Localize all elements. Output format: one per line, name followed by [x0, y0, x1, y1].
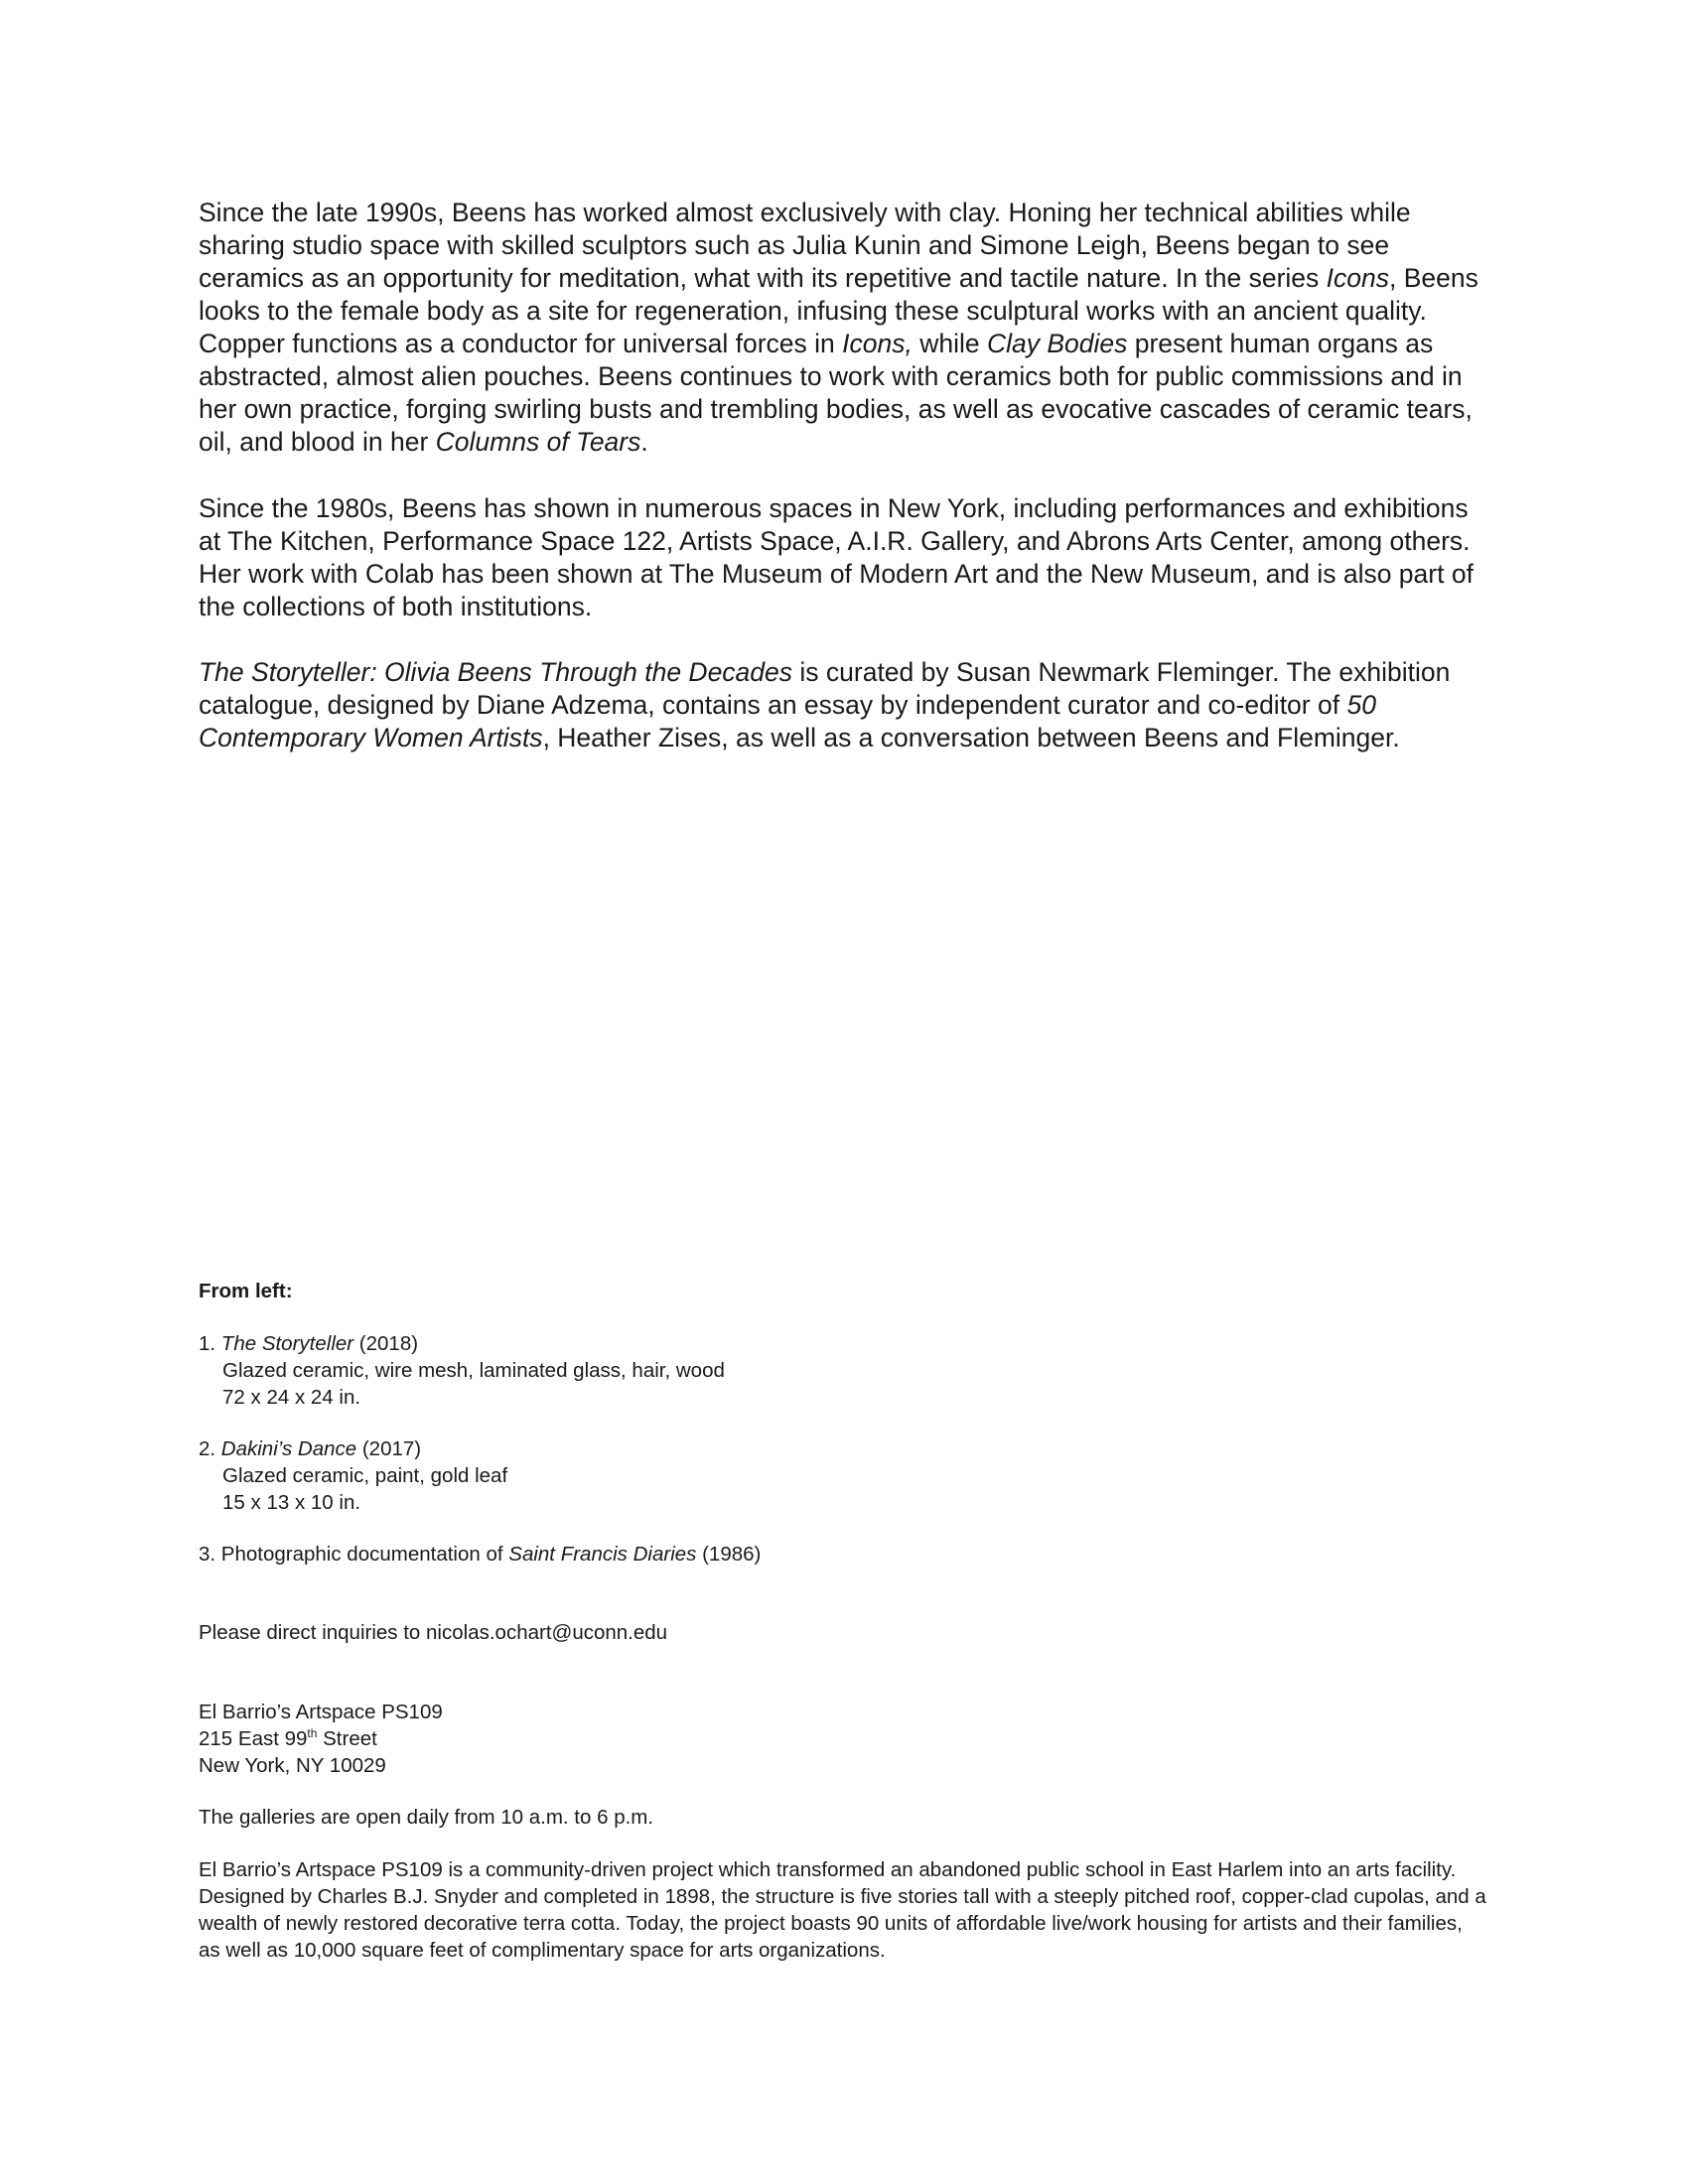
text-run: , Beens looks to the female body as a site for regeneration, infusing these sculptural works with an ancient quality. Copper functions as a conductor for universal forces in — [199, 263, 1478, 358]
credit-number: 3. — [199, 1543, 221, 1566]
text-run: . — [640, 427, 648, 457]
inquiries-line — [199, 1619, 1489, 1646]
artwork-year: (1986) — [696, 1543, 762, 1566]
series-title-clay-bodies: Clay Bodies — [986, 329, 1128, 358]
credits-heading — [199, 1278, 1489, 1304]
venue-description-text: El Barrio’s Artspace PS109 is a community-driven project which transformed an abandoned public school in East Harlem into an arts facility. Designed by Charles B.J. Snyder and completed in 1898, the structure is five stories tall with a steeply pitched roof, copper-clad cupolas, and a wealth of newly restored decorative terra cotta. Today, the project boasts 90 units of affordable live/work housing for artists and their families, as well as 10,000 square feet of complimentary space for arts organizations. — [199, 1858, 1486, 1962]
credit-number: 2. — [199, 1437, 221, 1460]
book-title: 50 Contemporary Women Artists — [199, 690, 1376, 752]
artwork-dimensions: 72 x 24 x 24 in. — [222, 1386, 361, 1409]
text-run: while — [912, 329, 987, 358]
gallery-hours-text: The galleries are open daily from 10 a.m. to 6 p.m. — [199, 1806, 654, 1829]
street-number: 215 East 99 — [199, 1727, 308, 1750]
text-run: Since the late 1990s, Beens has worked almost exclusively with clay. Honing her technical abilities while sharing studio space with skilled sculptors such as Julia Kunin and Simone Leigh, Beens began to see ceramics as an opportunity for meditation, what with its repetitive and tactile nature. In the series — [199, 198, 1411, 293]
series-title-columns-of-tears: Columns of Tears — [435, 427, 641, 457]
paragraph-curation — [199, 656, 1489, 754]
text-run: present human organs as abstracted, almost alien pouches. Beens continues to work with ceramics both for public commissions and in her own practice, forging swirling busts and trembling bodies, as well as evocative cascades of ceramic tears, oil, and blood in her — [199, 329, 1473, 457]
series-title-icons: Icons — [1326, 263, 1389, 293]
text-run: is curated by Susan Newmark Fleminger. The exhibition catalogue, designed by Diane Adzema, contains an essay by independent curator and co-editor of — [199, 657, 1451, 720]
exhibition-title: The Storyteller: Olivia Beens Through the Decades — [199, 657, 793, 687]
venue-description — [199, 1856, 1489, 1964]
paragraph-text: Since the 1980s, Beens has shown in numerous spaces in New York, including performances and exhibitions at The Kitchen, Performance Space 122, Artists Space, A.I.R. Gallery, and Abrons Arts Center, among others. Her work with Colab has been shown at The Museum of Modern Art and the New Museum, and is also part of the collections of both institutions. — [199, 493, 1474, 621]
paragraph-exhibition-history — [199, 492, 1489, 623]
ordinal-suffix: th — [307, 1726, 318, 1741]
credit-item-2 — [199, 1435, 507, 1516]
city-state-zip: New York, NY 10029 — [199, 1754, 386, 1777]
artwork-title: Saint Francis Diaries — [508, 1543, 697, 1566]
credit-item-1 — [199, 1330, 725, 1411]
artwork-year: (2017) — [356, 1437, 422, 1460]
street-name: Street — [317, 1727, 377, 1750]
artwork-title: The Storyteller — [220, 1332, 354, 1355]
artwork-title: Dakini’s Dance — [220, 1437, 357, 1460]
series-title-icons: Icons, — [842, 329, 913, 358]
artwork-year: (2018) — [353, 1332, 419, 1355]
street-address — [199, 1725, 1489, 1752]
artwork-dimensions: 15 x 13 x 10 in. — [222, 1491, 361, 1514]
artwork-materials: Glazed ceramic, paint, gold leaf — [222, 1464, 508, 1487]
paragraph-clay-practice — [199, 197, 1489, 459]
credits-heading-text: From left: — [199, 1280, 293, 1302]
artwork-materials: Glazed ceramic, wire mesh, laminated glass, hair, wood — [222, 1359, 725, 1382]
venue-name: El Barrio’s Artspace PS109 — [199, 1701, 443, 1723]
text-run: , Heather Zises, as well as a conversation between Beens and Fleminger. — [542, 723, 1400, 752]
gallery-hours — [199, 1804, 1489, 1831]
inquiries-text: Please direct inquiries to nicolas.ochart@uconn.edu — [199, 1621, 668, 1644]
credit-prefix: Photographic documentation of — [220, 1543, 509, 1566]
venue-address — [199, 1699, 1489, 1779]
credit-item-3 — [199, 1541, 761, 1568]
credit-number: 1. — [199, 1332, 221, 1355]
